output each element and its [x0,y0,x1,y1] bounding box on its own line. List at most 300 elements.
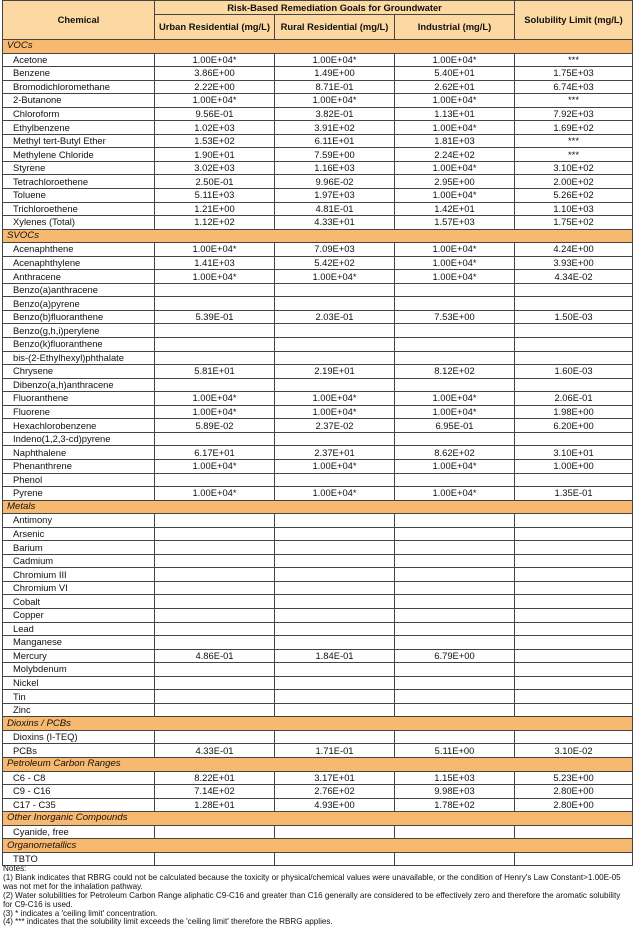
rural-value [275,852,395,866]
industrial-value: 8.62E+02 [395,446,515,460]
urban-value: 1.00E+04* [155,392,275,406]
section-title: Dioxins / PCBs [3,717,633,731]
rural-value [275,541,395,555]
urban-value [155,283,275,297]
urban-value: 5.81E+01 [155,365,275,379]
rural-value [275,703,395,717]
urban-value [155,608,275,622]
table-row [3,568,633,582]
solubility-value: 2.80E+00 [515,785,633,799]
urban-value: 1.00E+04* [155,270,275,284]
table-row [3,94,633,108]
industrial-value [395,541,515,555]
solubility-value: 6.20E+00 [515,419,633,433]
table-row [3,663,633,677]
industrial-value: 6.95E-01 [395,419,515,433]
table-row [3,825,633,839]
industrial-value: 1.00E+04* [395,459,515,473]
rural-value: 1.49E+00 [275,67,395,81]
urban-value: 3.02E+03 [155,161,275,175]
urban-value [155,568,275,582]
urban-value [155,663,275,677]
header-rural: Rural Residential (mg/L) [275,15,395,40]
chemical-name: C17 - C35 [3,798,155,812]
solubility-value [515,554,633,568]
urban-value [155,825,275,839]
section-title: Organometallics [3,839,633,853]
chemical-name: Benzo(a)anthracene [3,283,155,297]
chemical-name: Mercury [3,649,155,663]
solubility-value: 5.23E+00 [515,771,633,785]
solubility-value: 3.10E+01 [515,446,633,460]
table-row [3,365,633,379]
section-title: VOCs [3,40,633,54]
rural-value: 3.91E+02 [275,121,395,135]
solubility-value: 3.10E-02 [515,744,633,758]
industrial-value [395,852,515,866]
urban-value [155,527,275,541]
header-solubility: Solubility Limit (mg/L) [515,1,633,40]
rural-value [275,622,395,636]
table-row [3,541,633,555]
chemical-name: Copper [3,608,155,622]
rural-value [275,297,395,311]
rural-value: 1.00E+04* [275,53,395,67]
solubility-value [515,636,633,650]
chemical-name: Acetone [3,53,155,67]
rural-value [275,527,395,541]
rural-value: 7.09E+03 [275,243,395,257]
urban-value: 1.90E+01 [155,148,275,162]
table-row [3,161,633,175]
rural-value: 4.81E-01 [275,202,395,216]
solubility-value [515,825,633,839]
rural-value: 2.03E-01 [275,310,395,324]
solubility-value: 4.24E+00 [515,243,633,257]
industrial-value: 6.79E+00 [395,649,515,663]
industrial-value [395,554,515,568]
solubility-value [515,649,633,663]
table-row [3,297,633,311]
urban-value [155,636,275,650]
urban-value: 1.00E+04* [155,405,275,419]
urban-value: 8.22E+01 [155,771,275,785]
rural-value: 2.37E-02 [275,419,395,433]
chemical-name: Pyrene [3,487,155,501]
rural-value: 1.84E-01 [275,649,395,663]
urban-value [155,351,275,365]
rural-value: 8.71E-01 [275,80,395,94]
urban-value: 1.28E+01 [155,798,275,812]
table-row [3,405,633,419]
industrial-value [395,351,515,365]
urban-value: 3.86E+00 [155,67,275,81]
chemical-name: Acenaphthene [3,243,155,257]
industrial-value: 5.11E+00 [395,744,515,758]
urban-value: 1.00E+04* [155,53,275,67]
urban-value: 4.33E-01 [155,744,275,758]
rural-value: 6.11E+01 [275,134,395,148]
urban-value: 1.53E+02 [155,134,275,148]
chemical-name: PCBs [3,744,155,758]
rural-value: 1.00E+04* [275,94,395,108]
chemical-name: Molybdenum [3,663,155,677]
chemical-name: Bromodichloromethane [3,80,155,94]
solubility-value [515,283,633,297]
table-row [3,514,633,528]
chemical-name: C6 - C8 [3,771,155,785]
rural-value [275,690,395,704]
urban-value [155,541,275,555]
table-row [3,446,633,460]
table-row [3,581,633,595]
urban-value: 1.00E+04* [155,94,275,108]
solubility-value [515,622,633,636]
industrial-value: 2.95E+00 [395,175,515,189]
urban-value: 6.17E+01 [155,446,275,460]
chemical-name: Xylenes (Total) [3,216,155,230]
table-row [3,107,633,121]
industrial-value: 1.15E+03 [395,771,515,785]
section-title: SVOCs [3,229,633,243]
solubility-value: 1.35E-01 [515,487,633,501]
industrial-value: 1.13E+01 [395,107,515,121]
table-row [3,771,633,785]
rural-value: 2.76E+02 [275,785,395,799]
solubility-value: 1.69E+02 [515,121,633,135]
rbrg-table [2,0,633,866]
industrial-value: 2.62E+01 [395,80,515,94]
chemical-name: Styrene [3,161,155,175]
table-row [3,283,633,297]
rural-value [275,554,395,568]
solubility-value [515,690,633,704]
solubility-value: 1.60E-03 [515,365,633,379]
solubility-value: 1.75E+02 [515,216,633,230]
solubility-value: *** [515,134,633,148]
table-row [3,419,633,433]
rural-value: 2.19E+01 [275,365,395,379]
table-row [3,378,633,392]
chemical-name: bis-(2-Ethylhexyl)phthalate [3,351,155,365]
rural-value: 1.00E+04* [275,392,395,406]
solubility-value: 2.00E+02 [515,175,633,189]
chemical-name: Naphthalene [3,446,155,460]
table-row [3,785,633,799]
table-row [3,121,633,135]
urban-value: 1.02E+03 [155,121,275,135]
chemical-name: Chloroform [3,107,155,121]
industrial-value: 1.00E+04* [395,53,515,67]
solubility-value [515,473,633,487]
chemical-name: Barium [3,541,155,555]
industrial-value [395,608,515,622]
urban-value: 2.22E+00 [155,80,275,94]
chemical-name: Cyanide, free [3,825,155,839]
solubility-value [515,730,633,744]
solubility-value [515,541,633,555]
header-industrial: Industrial (mg/L) [395,15,515,40]
solubility-value [515,676,633,690]
industrial-value: 1.00E+04* [395,256,515,270]
table-row [3,432,633,446]
rural-value: 2.37E+01 [275,446,395,460]
rural-value [275,351,395,365]
chemical-name: Benzo(a)pyrene [3,297,155,311]
rural-value: 4.93E+00 [275,798,395,812]
urban-value: 9.56E-01 [155,107,275,121]
urban-value [155,595,275,609]
table-row [3,189,633,203]
urban-value [155,852,275,866]
chemical-name: Cadmium [3,554,155,568]
table-row [3,324,633,338]
chemical-name: Dioxins (I-TEQ) [3,730,155,744]
urban-value [155,554,275,568]
solubility-value [515,595,633,609]
industrial-value: 5.40E+01 [395,67,515,81]
industrial-value: 1.78E+02 [395,798,515,812]
rural-value [275,581,395,595]
solubility-value: *** [515,94,633,108]
table-row [3,622,633,636]
chemical-name: Manganese [3,636,155,650]
solubility-value [515,378,633,392]
section-row [3,500,633,514]
rural-value: 1.00E+04* [275,487,395,501]
urban-value [155,622,275,636]
header-urban: Urban Residential (mg/L) [155,15,275,40]
chemical-name: Trichloroethene [3,202,155,216]
table-row [3,310,633,324]
rural-value: 9.96E-02 [275,175,395,189]
table-body [3,40,633,866]
urban-value: 1.00E+04* [155,487,275,501]
table-row [3,527,633,541]
industrial-value [395,676,515,690]
note-item: (1) Blank indicates that RBRG could not be calculated because the toxicity or physical/chemical values were unavailable, or the condition of Henry's Law Constant>1.00E-05 was not met for the inhalation pathway. [3,872,621,891]
urban-value: 4.86E-01 [155,649,275,663]
rural-value [275,473,395,487]
solubility-value [515,608,633,622]
chemical-name: Methyl tert-Butyl Ether [3,134,155,148]
industrial-value: 1.42E+01 [395,202,515,216]
note-item: (2) Water solubilities for Petroleum Carbon Range aliphatic C9-C16 and greater than C16 generally are considered to be effectively zero and therefore the aromatic solubility for C9-C16 is used. [3,890,621,909]
table-row [3,243,633,257]
rural-value [275,568,395,582]
table-row [3,636,633,650]
chemical-name: Anthracene [3,270,155,284]
table-row [3,351,633,365]
chemical-name: Fluoranthene [3,392,155,406]
rural-value: 1.71E-01 [275,744,395,758]
industrial-value: 2.24E+02 [395,148,515,162]
chemical-name: Chromium III [3,568,155,582]
section-row [3,812,633,826]
urban-value [155,432,275,446]
urban-value: 1.21E+00 [155,202,275,216]
rural-value: 7.59E+00 [275,148,395,162]
rural-value [275,324,395,338]
chemical-name: Cobalt [3,595,155,609]
industrial-value: 1.00E+04* [395,243,515,257]
section-title: Metals [3,500,633,514]
rural-value: 1.16E+03 [275,161,395,175]
table-row [3,608,633,622]
industrial-value [395,338,515,352]
urban-value [155,378,275,392]
table-row [3,852,633,866]
table-row [3,730,633,744]
section-row [3,717,633,731]
table-row [3,67,633,81]
chemical-name: TBTO [3,852,155,866]
notes [3,865,631,927]
industrial-value [395,514,515,528]
industrial-value [395,568,515,582]
table-row [3,649,633,663]
table-row [3,134,633,148]
header-chemical: Chemical [3,1,155,40]
solubility-value [515,514,633,528]
urban-value [155,297,275,311]
note-item: (4) *** indicates that the solubility limit exceeds the 'ceiling limit' therefore the RBRG applies. [3,917,333,927]
table-row [3,53,633,67]
rural-value [275,608,395,622]
solubility-value [515,703,633,717]
industrial-value [395,730,515,744]
solubility-value: *** [515,148,633,162]
rural-value [275,514,395,528]
urban-value: 5.39E-01 [155,310,275,324]
industrial-value: 1.00E+04* [395,392,515,406]
table-row [3,554,633,568]
table-row [3,256,633,270]
chemical-name: Benzo(k)fluoranthene [3,338,155,352]
chemical-name: Methylene Chloride [3,148,155,162]
chemical-name: Benzene [3,67,155,81]
solubility-value: 3.10E+02 [515,161,633,175]
industrial-value: 1.00E+04* [395,121,515,135]
industrial-value [395,432,515,446]
urban-value: 1.41E+03 [155,256,275,270]
solubility-value [515,324,633,338]
industrial-value [395,595,515,609]
table-row [3,676,633,690]
table-row [3,473,633,487]
chemical-name: Chrysene [3,365,155,379]
industrial-value: 1.00E+04* [395,161,515,175]
industrial-value [395,473,515,487]
solubility-value [515,338,633,352]
note-item: (3) * indicates a 'ceiling limit' concentration. [3,908,158,918]
urban-value: 1.00E+04* [155,459,275,473]
chemical-name: Tin [3,690,155,704]
chemical-name: Benzo(b)fluoranthene [3,310,155,324]
urban-value [155,581,275,595]
urban-value: 5.11E+03 [155,189,275,203]
rural-value: 1.00E+04* [275,405,395,419]
rural-value [275,636,395,650]
table-row [3,744,633,758]
table-row [3,148,633,162]
industrial-value: 9.98E+03 [395,785,515,799]
industrial-value [395,324,515,338]
rural-value: 1.00E+04* [275,270,395,284]
industrial-value [395,581,515,595]
section-title: Other Inorganic Compounds [3,812,633,826]
chemical-name: Phenol [3,473,155,487]
rural-value: 1.00E+04* [275,459,395,473]
industrial-value [395,825,515,839]
chemical-name: Acenaphthylene [3,256,155,270]
industrial-value [395,527,515,541]
urban-value [155,324,275,338]
urban-value [155,473,275,487]
rural-value [275,676,395,690]
rural-value [275,432,395,446]
industrial-value: 1.00E+04* [395,405,515,419]
urban-value: 1.00E+04* [155,243,275,257]
table-row [3,690,633,704]
table-row [3,798,633,812]
urban-value [155,703,275,717]
chemical-name: Ethylbenzene [3,121,155,135]
chemical-name: Chromium VI [3,581,155,595]
solubility-value: *** [515,53,633,67]
solubility-value: 5.26E+02 [515,189,633,203]
rural-value [275,283,395,297]
solubility-value [515,297,633,311]
table-row [3,487,633,501]
industrial-value: 1.00E+04* [395,189,515,203]
industrial-value: 1.81E+03 [395,134,515,148]
rural-value [275,338,395,352]
section-row [3,40,633,54]
chemical-name: Benzo(g,h,i)perylene [3,324,155,338]
chemical-name: Hexachlorobenzene [3,419,155,433]
industrial-value [395,297,515,311]
solubility-value: 7.92E+03 [515,107,633,121]
solubility-value [515,852,633,866]
solubility-value: 4.34E-02 [515,270,633,284]
table-row [3,202,633,216]
chemical-name: Indeno(1,2,3-cd)pyrene [3,432,155,446]
urban-value: 2.50E-01 [155,175,275,189]
chemical-name: Lead [3,622,155,636]
urban-value [155,514,275,528]
table-row [3,270,633,284]
industrial-value [395,703,515,717]
chemical-name: Toluene [3,189,155,203]
industrial-value: 1.00E+04* [395,270,515,284]
urban-value [155,690,275,704]
rural-value: 4.33E+01 [275,216,395,230]
industrial-value [395,663,515,677]
solubility-value: 3.93E+00 [515,256,633,270]
urban-value: 1.12E+02 [155,216,275,230]
urban-value: 5.89E-02 [155,419,275,433]
solubility-value: 1.98E+00 [515,405,633,419]
industrial-value: 1.00E+04* [395,487,515,501]
rural-value [275,595,395,609]
chemical-name: Nickel [3,676,155,690]
chemical-name: C9 - C16 [3,785,155,799]
industrial-value: 1.00E+04* [395,94,515,108]
industrial-value [395,690,515,704]
rural-value: 5.42E+02 [275,256,395,270]
chemical-name: 2-Butanone [3,94,155,108]
